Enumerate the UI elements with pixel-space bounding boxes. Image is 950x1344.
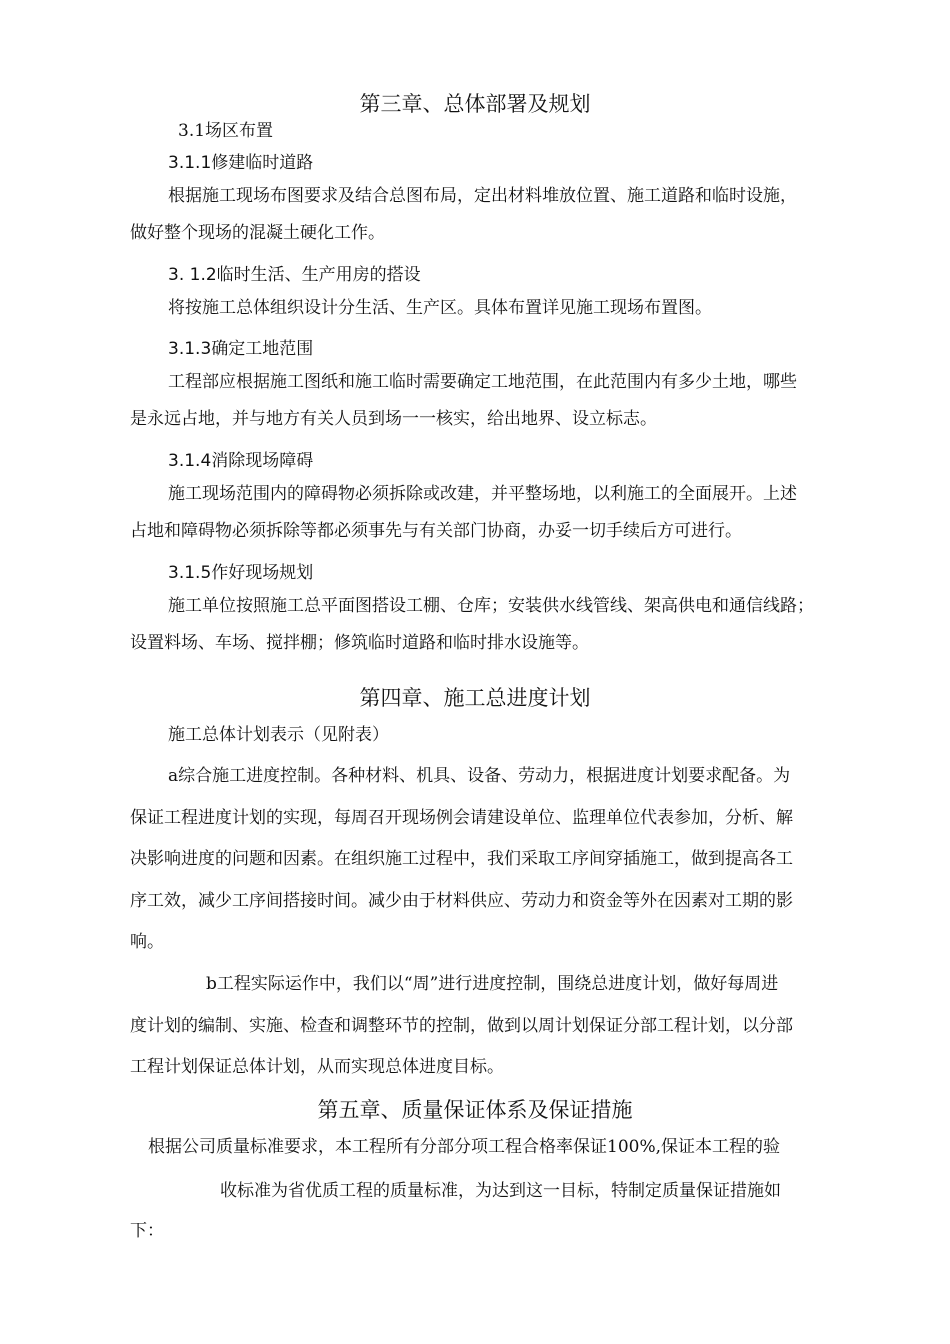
- quality-paragraph-line-1: 根据公司质量标准要求，本工程所有分部分项工程合格率保证100%,保证本工程的验: [148, 1137, 781, 1157]
- paragraph-3-1-1: [130, 178, 797, 252]
- paragraph-b: [130, 964, 793, 1089]
- chapter-5-title: 第五章、质量保证体系及保证措施: [317, 1098, 633, 1122]
- text-line: 工程计划保证总体计划，从而实现总体进度目标。: [130, 1057, 504, 1077]
- text-line: a综合施工进度控制。各种材料、机具、设备、劳动力，根据进度计划要求配备。为: [168, 766, 791, 786]
- section-number: 3.1.5: [168, 563, 212, 583]
- section-number: 3.1.3: [168, 339, 212, 359]
- section-title: 确定工地范围: [211, 339, 314, 359]
- text-line: 根据施工现场布图要求及结合总图布局，定出材料堆放位置、施工道路和临时设施，: [168, 186, 797, 206]
- text-line: b工程实际运作中，我们以“周”进行进度控制，围绕总进度计划，做好每周进: [206, 974, 779, 994]
- section-3-1-3-heading: [168, 334, 313, 359]
- text-line: 设置料场、车场、搅拌棚；修筑临时道路和临时排水设施等。: [130, 633, 589, 653]
- section-3-1-2-heading: [168, 260, 421, 285]
- quality-paragraph-line-2: 收标准为省优质工程的质量标准，为达到这一目标，特制定质量保证措施如: [220, 1181, 781, 1201]
- text-line: 保证工程进度计划的实现，每周召开现场例会请建设单位、监理单位代表参加，分析、解: [130, 807, 793, 828]
- text-line: 施工现场范围内的障碍物必须拆除或改建，并平整场地，以利施工的全面展开。上述: [168, 484, 797, 504]
- text-line: 决影响进度的问题和因素。在组织施工过程中，我们采取工序间穿插施工，做到提高各工: [130, 849, 793, 869]
- section-number: 3.1.4: [168, 451, 212, 471]
- section-number: 3. 1.2: [168, 265, 217, 285]
- section-title: 消除现场障碍: [211, 451, 314, 471]
- paragraph-3-1-3: [130, 364, 797, 438]
- section-3-1-1-heading: [168, 148, 313, 173]
- section-title: 临时生活、生产用房的搭设: [216, 265, 421, 285]
- section-3-1-5-heading: [168, 558, 313, 583]
- text-line: 是永远占地，并与地方有关人员到场一一核实，给出地界、设立标志。: [130, 409, 657, 429]
- text-line: 响。: [130, 932, 164, 952]
- paragraph-3-1-4: [130, 476, 797, 550]
- section-number: 3.1.1: [168, 153, 212, 173]
- quality-paragraph-line-3: 下：: [130, 1221, 164, 1241]
- schedule-intro: 施工总体计划表示（见附表）: [168, 725, 389, 745]
- paragraph-3-1-5: [130, 588, 814, 662]
- chapter-4-title: 第四章、施工总进度计划: [359, 686, 591, 710]
- section-title: 修建临时道路: [211, 153, 314, 173]
- text-line: 将按施工总体组织设计分生活、生产区。具体布置详见施工现场布置图。: [168, 298, 712, 318]
- section-title: 作好现场规划: [211, 563, 314, 583]
- text-line: 序工效，减少工序间搭接时间。减少由于材料供应、劳动力和资金等外在因素对工期的影: [130, 890, 793, 911]
- paragraph-a: [130, 756, 793, 964]
- paragraph-3-1-2: [168, 290, 712, 327]
- text-line: 度计划的编制、实施、检查和调整环节的控制，做到以周计划保证分部工程计划，以分部: [130, 1015, 793, 1036]
- section-3-1-4-heading: [168, 446, 313, 471]
- chapter-3-title: 第三章、总体部署及规划: [359, 92, 591, 116]
- text-line: 做好整个现场的混凝土硬化工作。: [130, 223, 385, 243]
- text-line: 占地和障碍物必须拆除等都必须事先与有关部门协商，办妥一切手续后方可进行。: [130, 521, 742, 541]
- text-line: 工程部应根据施工图纸和施工临时需要确定工地范围，在此范围内有多少土地，哪些: [168, 372, 797, 392]
- text-line: 施工单位按照施工总平面图搭设工棚、仓库；安装供水线管线、架高供电和通信线路；: [168, 596, 814, 616]
- section-3-1-heading: 3.1场区布置: [178, 121, 274, 141]
